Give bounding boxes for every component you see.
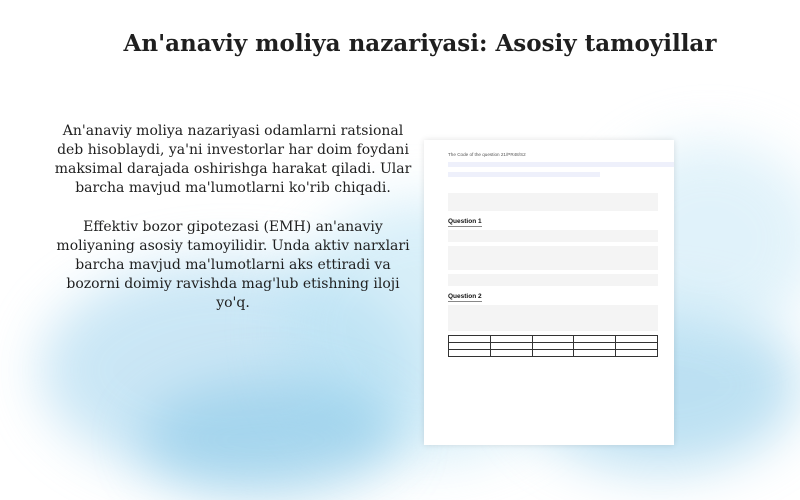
document-title: The Code of the question 21/PR48/S2 — [448, 152, 526, 157]
table-row — [449, 342, 658, 349]
document-question-1: Question 1 — [448, 217, 482, 225]
slide-body — [48, 122, 418, 333]
document-thumbnail — [424, 140, 674, 445]
document-paragraph — [448, 162, 658, 168]
table-row — [449, 335, 658, 342]
document-paragraph — [448, 172, 658, 178]
document-paragraph — [448, 193, 658, 211]
document-requirement — [448, 182, 658, 189]
document-paragraph — [448, 305, 658, 331]
paragraph-rational-investors: An'anaviy moliya nazariyasi odamlarni ratsional deb hisoblaydi, ya'ni investorlar har doim foydani maksimal darajada oshirishga harakat qiladi. Ular barcha mavjud ma'lumotlarni ko'rib chiqadi. — [54, 123, 412, 196]
document-question-2: Question 2 — [448, 292, 482, 300]
document-paragraph — [448, 230, 658, 242]
document-paragraph — [448, 274, 658, 286]
slide-title: An'anaviy moliya nazariyasi: Asosiy tamoyillar — [123, 30, 717, 57]
paragraph-emh: Effektiv bozor gipotezasi (EMH) an'anaviy moliyaning asosiy tamoyilidir. Unda aktiv narxlari barcha mavjud ma'lumotlarni aks ettiradi va bozorni doimiy ravishda mag'lub etishning iloji yo'q. — [56, 219, 410, 311]
table-row — [449, 349, 658, 356]
watercolor-wash — [140, 380, 400, 500]
document-paragraph — [448, 246, 658, 270]
document-table — [448, 335, 658, 357]
